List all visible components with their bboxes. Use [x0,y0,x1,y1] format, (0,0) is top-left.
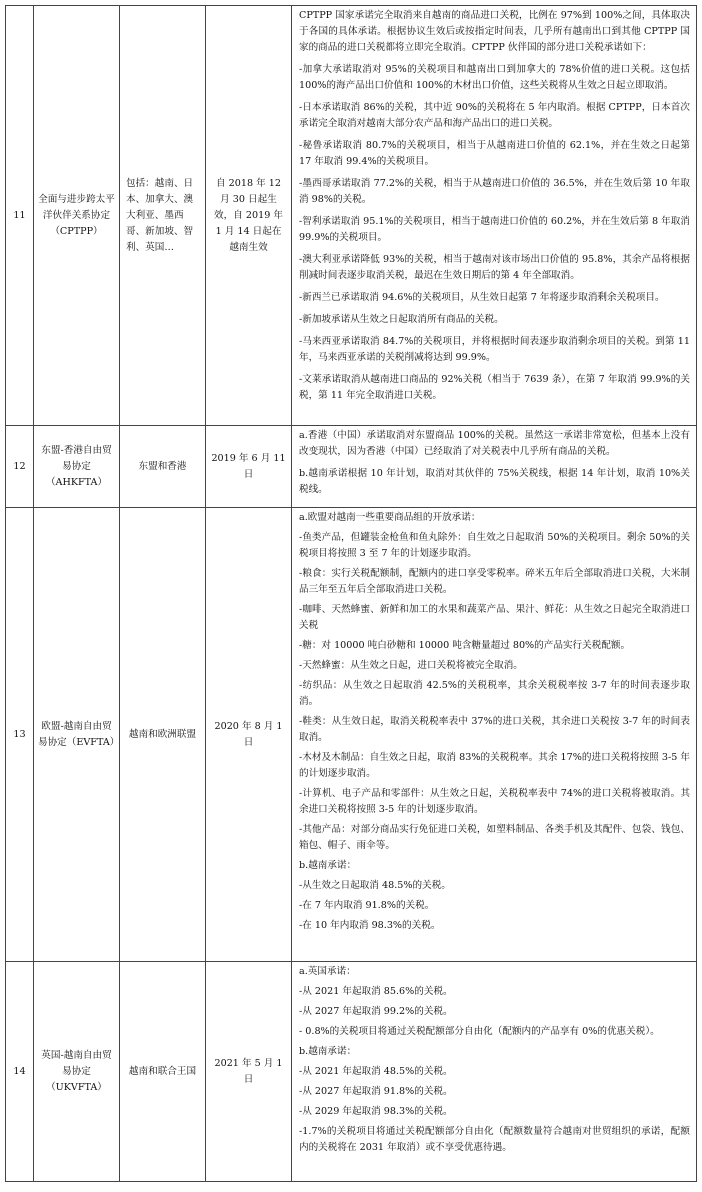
detail-paragraph: -纺织品：从生效之日起取消 42.5%的关税税率，其余关税税率按 3-7 年的时间表逐步取消。 [299,680,690,707]
detail-paragraph: a.欧盟对越南一些重要商品组的开放承诺： [299,512,481,523]
row-number: 11 [6,6,34,426]
member-countries: 包括：越南、日本、加拿大、澳大利亚、墨西哥、新加坡、智利、英国… [120,6,206,426]
detail-paragraph: -从 2027 年起取消 91.8%的关税。 [299,1086,453,1097]
table-row [6,6,697,426]
detail-paragraph: -加拿大承诺取消对 95%的关税项目和越南出口到加拿大的 78%价值的进口关税。这包括 100%的海产品出口价值和 100%的木材出口价值，这些关税将从生效之日起立即取消。 [299,64,690,91]
detail-paragraph: -澳大利亚承诺降低 93%的关税，相当于越南对该市场出口价值的 95.8%，其余产品将根据削减时间表逐步取消关税，最迟在生效日期后的第 4 年全部取消。 [299,254,690,281]
detail-paragraph: -咖啡、天然蜂蜜、新鲜和加工的水果和蔬菜产品、果汁、鲜花：从生效之日起完全取消进口关税 [299,604,690,631]
detail-paragraph: -1.7%的关税项目将通过关税配额部分自由化（配额数量符合越南对世贸组织的承诺，配额内的关税将在 2031 年取消）或不享受优惠待遇。 [299,1126,690,1153]
commitment-details [292,508,697,962]
detail-paragraph: -计算机、电子产品和零部件：从生效之日起，关税税率表中 74%的进口关税将被取消。其余进口关税将按照 3-5 年的计划逐步取消。 [299,788,690,815]
detail-paragraph: a.英国承诺： [299,966,356,977]
effective-date: 2020 年 8 月 1 日 [206,508,292,962]
row-number: 13 [6,508,34,962]
agreement-name: 全面与进步跨太平洋伙伴关系协定（CPTPP） [34,6,120,426]
effective-date: 自 2018 年 12 月 30 日起生效，自 2019 年 1 月 14 日起在越南生效 [206,6,292,426]
detail-paragraph: -新加坡承诺从生效之日起取消所有商品的关税。 [299,314,504,325]
fta-table [5,5,697,1182]
detail-paragraph: - 0.8%的关税项目将通过关税配额部分自由化（配额内的产品享有 0%的优惠关税）。 [299,1026,660,1037]
detail-paragraph: -从 2021 年起取消 85.6%的关税。 [299,986,453,997]
member-countries: 东盟和香港 [120,426,206,508]
member-countries: 越南和欧洲联盟 [120,508,206,962]
detail-paragraph: -秘鲁承诺取消 80.7%的关税项目，相当于从越南进口价值的 62.1%，并在生效之日起第 17 年取消 99.4%的关税项目。 [299,140,690,167]
detail-paragraph: -日本承诺取消 86%的关税，其中近 90%的关税将在 5 年内取消。根据 CPTPP，日本首次承诺完全取消对越南大部分农产品和海产品出口的进口关税。 [299,102,690,129]
member-countries: 越南和联合王国 [120,962,206,1182]
detail-paragraph: -鱼类产品，但罐装金枪鱼和鱼丸除外：自生效之日起取消 50%的关税项目。剩余 50%的关税项目将按照 3 至 7 年的计划逐步取消。 [299,532,690,559]
detail-paragraph: -新西兰已承诺取消 94.6%的关税项目，从生效日起第 7 年将逐步取消剩余关税项目。 [299,292,665,303]
effective-date: 2019 年 6 月 11 日 [206,426,292,508]
detail-paragraph: -文莱承诺取消从越南进口商品的 92%关税（相当于 7639 条），在第 7 年取消 99.9%的关税，第 11 年完全取消进口关税。 [299,374,690,401]
detail-paragraph: -墨西哥承诺取消 77.2%的关税，相当于从越南进口价值的 36.5%，并在生效后第 10 年取消 98%的关税。 [299,178,690,205]
table-row [6,426,697,508]
detail-paragraph: -木材及木制品：自生效之日起，取消 83%的关税税率。其余 17%的进口关税将按照 3-5 年的计划逐步取消。 [299,752,690,779]
detail-paragraph: -粮食：实行关税配额制，配额内的进口享受零税率。碎米五年后全部取消进口关税，大米制品三年至五年后全部取消进口关税。 [299,568,690,595]
detail-paragraph: -在 10 年内取消 98.3%的关税。 [299,920,441,931]
agreement-name: 东盟-香港自由贸易协定（AHKFTA） [34,426,120,508]
detail-paragraph: -从 2027 年起取消 99.2%的关税。 [299,1006,453,1017]
fta-table-body [6,6,697,1182]
row-number: 14 [6,962,34,1182]
detail-paragraph: b.越南承诺根据 10 年计划，取消对其伙伴的 75%关税线，根据 14 年计划，取消 10%关税线。 [299,468,690,495]
detail-paragraph: -从 2021 年起取消 48.5%的关税。 [299,1066,453,1077]
detail-paragraph: -智利承诺取消 95.1%的关税项目，相当于越南进口价值的 60.2%，并在生效后第 8 年取消 99.9%的关税项目。 [299,216,690,243]
detail-paragraph: -糖：对 10000 吨白砂糖和 10000 吨含糖量超过 80%的产品实行关税配额。 [299,640,631,651]
table-row [6,508,697,962]
commitment-details [292,962,697,1182]
detail-paragraph: -鞋类：从生效日起，取消关税税率表中 37%的进口关税，其余进口关税按 3-7 年的时间表取消。 [299,716,690,743]
table-row [6,962,697,1182]
agreement-name: 欧盟-越南自由贸易协定（EVFTA） [34,508,120,962]
detail-paragraph: -在 7 年内取消 91.8%的关税。 [299,900,435,911]
commitment-details [292,6,697,426]
detail-paragraph: -从 2029 年起取消 98.3%的关税。 [299,1106,453,1117]
detail-paragraph: -从生效之日起取消 48.5%的关税。 [299,880,451,891]
detail-paragraph: -马来西亚承诺取消 84.7%的关税项目，并将根据时间表逐步取消剩余项目的关税。到第 11 年，马来西亚承诺的关税削减将达到 99.9%。 [299,336,690,363]
row-number: 12 [6,426,34,508]
effective-date: 2021 年 5 月 1 日 [206,962,292,1182]
detail-paragraph: b.越南承诺： [299,860,357,871]
detail-paragraph: b.越南承诺： [299,1046,357,1057]
detail-paragraph: a.香港（中国）承诺取消对东盟商品 100%的关税。虽然这一承诺非常宽松，但基本上没有改变现状，因为香港（中国）已经取消了对关税表中几乎所有商品的关税。 [299,430,690,457]
agreement-name: 英国-越南自由贸易协定（UKVFTA） [34,962,120,1182]
detail-paragraph: CPTPP 国家承诺完全取消来自越南的商品进口关税，比例在 97%到 100%之间，具体取决于各国的具体承诺。根据协议生效后或按指定时间表，几乎所有越南出口到其他 CPTPP 国家的商品的进口关税都将立即完全取消。CPTPP 伙伴国的部分进口关税承诺如下： [299,10,690,53]
detail-paragraph: -其他产品：对部分商品实行免征进口关税，如塑料制品、各类手机及其配件、包袋、钱包、箱包、帽子、雨伞等。 [299,824,690,851]
detail-paragraph: -天然蜂蜜：从生效之日起，进口关税将被完全取消。 [299,660,523,671]
commitment-details [292,426,697,508]
